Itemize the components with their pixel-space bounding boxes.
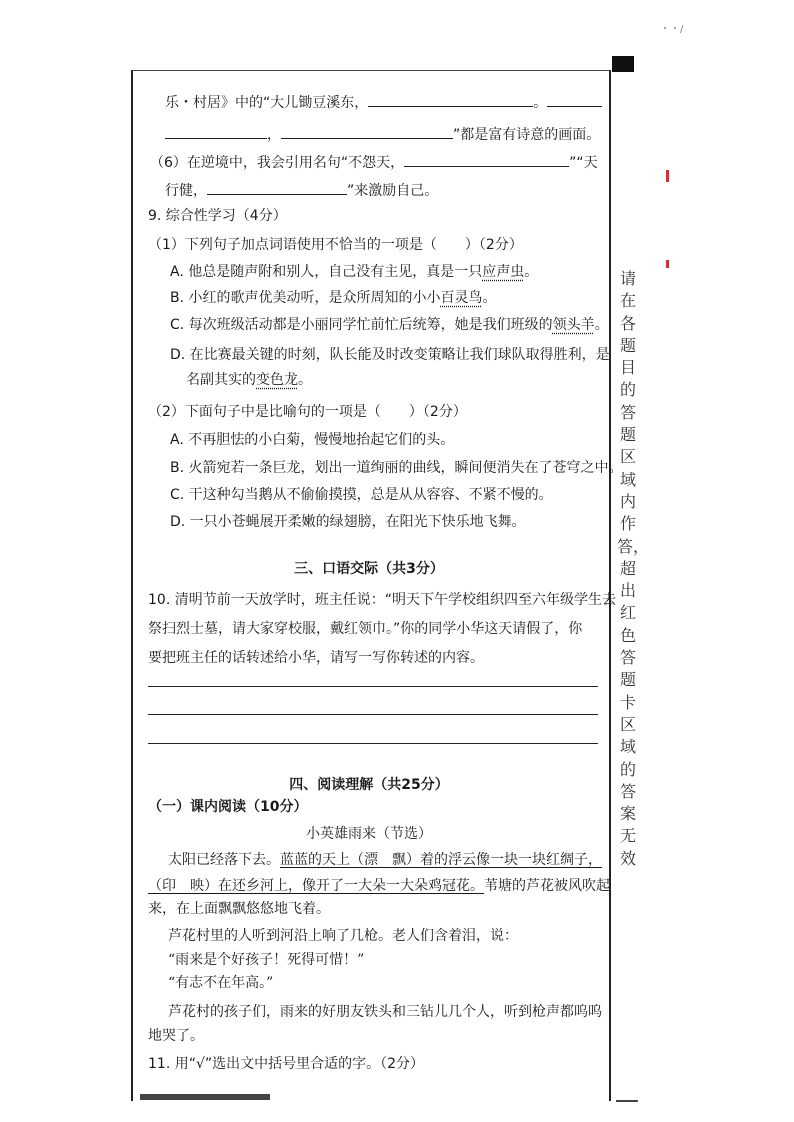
- writing-line[interactable]: [148, 714, 598, 715]
- q9-option-c1: [170, 315, 609, 335]
- option-text: B. 小红的歌声优美动听，是众所周知的小小: [170, 290, 441, 306]
- passage-text: 苇塘的芦花被风吹起: [484, 878, 610, 894]
- fill-blank[interactable]: [547, 92, 602, 107]
- q8-line-2: [165, 124, 600, 145]
- q8-line2-comma: ，: [267, 127, 281, 143]
- dotted-word: 领头羊: [552, 317, 595, 333]
- reading-subheading: （一）课内阅读（10分）: [148, 799, 308, 815]
- option-text: 。: [298, 372, 312, 388]
- option-text: 。: [524, 264, 539, 280]
- q9-option-d1-line2: [186, 370, 312, 390]
- passage-title: 小英雄雨来（节选）: [306, 826, 432, 842]
- q9-title: 9. 综合性学习（4分）: [148, 208, 287, 224]
- q9-option-d2: D. 一只小苍蝇展开柔嫩的绿翅膀，在阳光下快乐地飞舞。: [170, 514, 526, 530]
- q10-line-2: 祭扫烈士墓，请大家穿校服，戴红领巾。”你的同学小华这天请假了，你: [148, 621, 583, 637]
- q9-option-b2: B. 火箭宛若一条巨龙，划出一道绚丽的曲线，瞬间便消失在了苍穹之中。: [170, 460, 623, 476]
- fill-blank[interactable]: [404, 152, 569, 167]
- q8-line4-text: 行健，: [165, 183, 207, 199]
- fill-blank[interactable]: [281, 124, 453, 139]
- option-text: A. 他总是随声附和别人，自己没有主见，真是一只: [170, 264, 483, 280]
- dotted-word: 应声虫: [482, 264, 525, 280]
- passage-para-1-line3: 来，在上面飘飘悠悠地飞着。: [148, 901, 330, 917]
- writing-line[interactable]: [148, 686, 598, 687]
- scan-red-mark: [666, 260, 669, 268]
- fill-blank[interactable]: [165, 124, 267, 139]
- underlined-passage-text: 蓝蓝的天上（漂 飘）着的浮云像一块一块红绸子，: [280, 852, 602, 868]
- q9-option-c2: C. 干这种勾当鹅从不偷偷摸摸，总是从从容容、不紧不慢的。: [170, 487, 553, 503]
- q8-line1-text: 乐・村居》中的“大儿锄豆溪东，: [165, 95, 369, 111]
- section-4-heading: 四、阅读理解（共25分）: [289, 777, 449, 793]
- q8-line3-post: ”“天: [569, 155, 598, 171]
- passage-text: 太阳已经落下去。: [168, 852, 280, 868]
- fill-blank[interactable]: [207, 180, 347, 195]
- answer-region-notice: 请在各题目的答题区域内作答，超出红色答题卡区域的答案无效: [617, 269, 650, 868]
- passage-para-5-line1: 芦花村的孩子们，雨来的好朋友铁头和三钻儿几个人，听到枪声都呜呜: [168, 1004, 602, 1020]
- q10-line-3: 要把班主任的话转述给小华，请写一写你转述的内容。: [148, 650, 484, 666]
- passage-para-4: “有志不在年高。”: [168, 975, 274, 991]
- q9-option-d1-line1: D. 在比赛最关键的时刻，队长能及时改变策略让我们球队取得胜利，是: [170, 347, 610, 363]
- q8-line4-post: ”来激励自己。: [347, 183, 439, 199]
- q8-line1-mid: 。: [533, 95, 548, 111]
- dotted-word: 变色龙: [256, 372, 298, 388]
- q8-line-3: [150, 152, 598, 173]
- option-text: 。: [482, 290, 497, 306]
- alignment-block: [612, 56, 634, 72]
- scan-bottom-dash: [616, 1100, 638, 1102]
- q8-line-4: [165, 180, 438, 201]
- q11-prompt: 11. 用“√”选出文中括号里合适的字。（2分）: [148, 1056, 425, 1072]
- option-text: 。: [594, 317, 609, 333]
- option-text: C. 每次班级活动都是小丽同学忙前忙后统筹，她是我们班级的: [170, 317, 553, 333]
- passage-para-3: “雨来是个好孩子！死得可惜！”: [168, 952, 365, 968]
- q9-option-a2: A. 不再胆怯的小白菊，慢慢地抬起它们的头。: [170, 432, 455, 448]
- scan-red-mark: [666, 170, 669, 182]
- q9-sub1: （1）下列句子加点词语使用不恰当的一项是（ ）（2分）: [148, 237, 523, 253]
- q9-sub2: （2）下面句子中是比喻句的一项是（ ）（2分）: [148, 404, 467, 420]
- q8-line2-text: ”都是富有诗意的画面。: [453, 127, 601, 143]
- scan-corner-mark: ・・/: [660, 24, 684, 35]
- q8-line-1: [165, 92, 602, 113]
- fill-blank[interactable]: [368, 92, 533, 107]
- writing-line[interactable]: [148, 743, 598, 744]
- q8-line3-text: （6）在逆境中，我会引用名句“不怨天，: [150, 155, 405, 171]
- passage-para-1-line1: [168, 850, 602, 870]
- q10-line-1: 10. 清明节前一天放学时，班主任说：“明天下午学校组织四至六年级学生去: [148, 592, 616, 608]
- q9-option-b1: [170, 288, 497, 308]
- scan-bottom-mark: [140, 1094, 270, 1100]
- underlined-passage-text: （印 映）在还乡河上，像开了一大朵一大朵鸡冠花。: [148, 878, 484, 894]
- section-3-heading: 三、口语交际（共3分）: [294, 561, 444, 577]
- passage-para-5-line2: 地哭了。: [148, 1028, 204, 1044]
- passage-para-2: 芦花村里的人听到河沿上响了几枪。老人们含着泪，说：: [168, 928, 518, 944]
- option-text: 名副其实的: [186, 372, 256, 388]
- dotted-word: 百灵鸟: [440, 290, 483, 306]
- passage-para-1-line2: [148, 876, 610, 896]
- q9-option-a1: [170, 262, 538, 282]
